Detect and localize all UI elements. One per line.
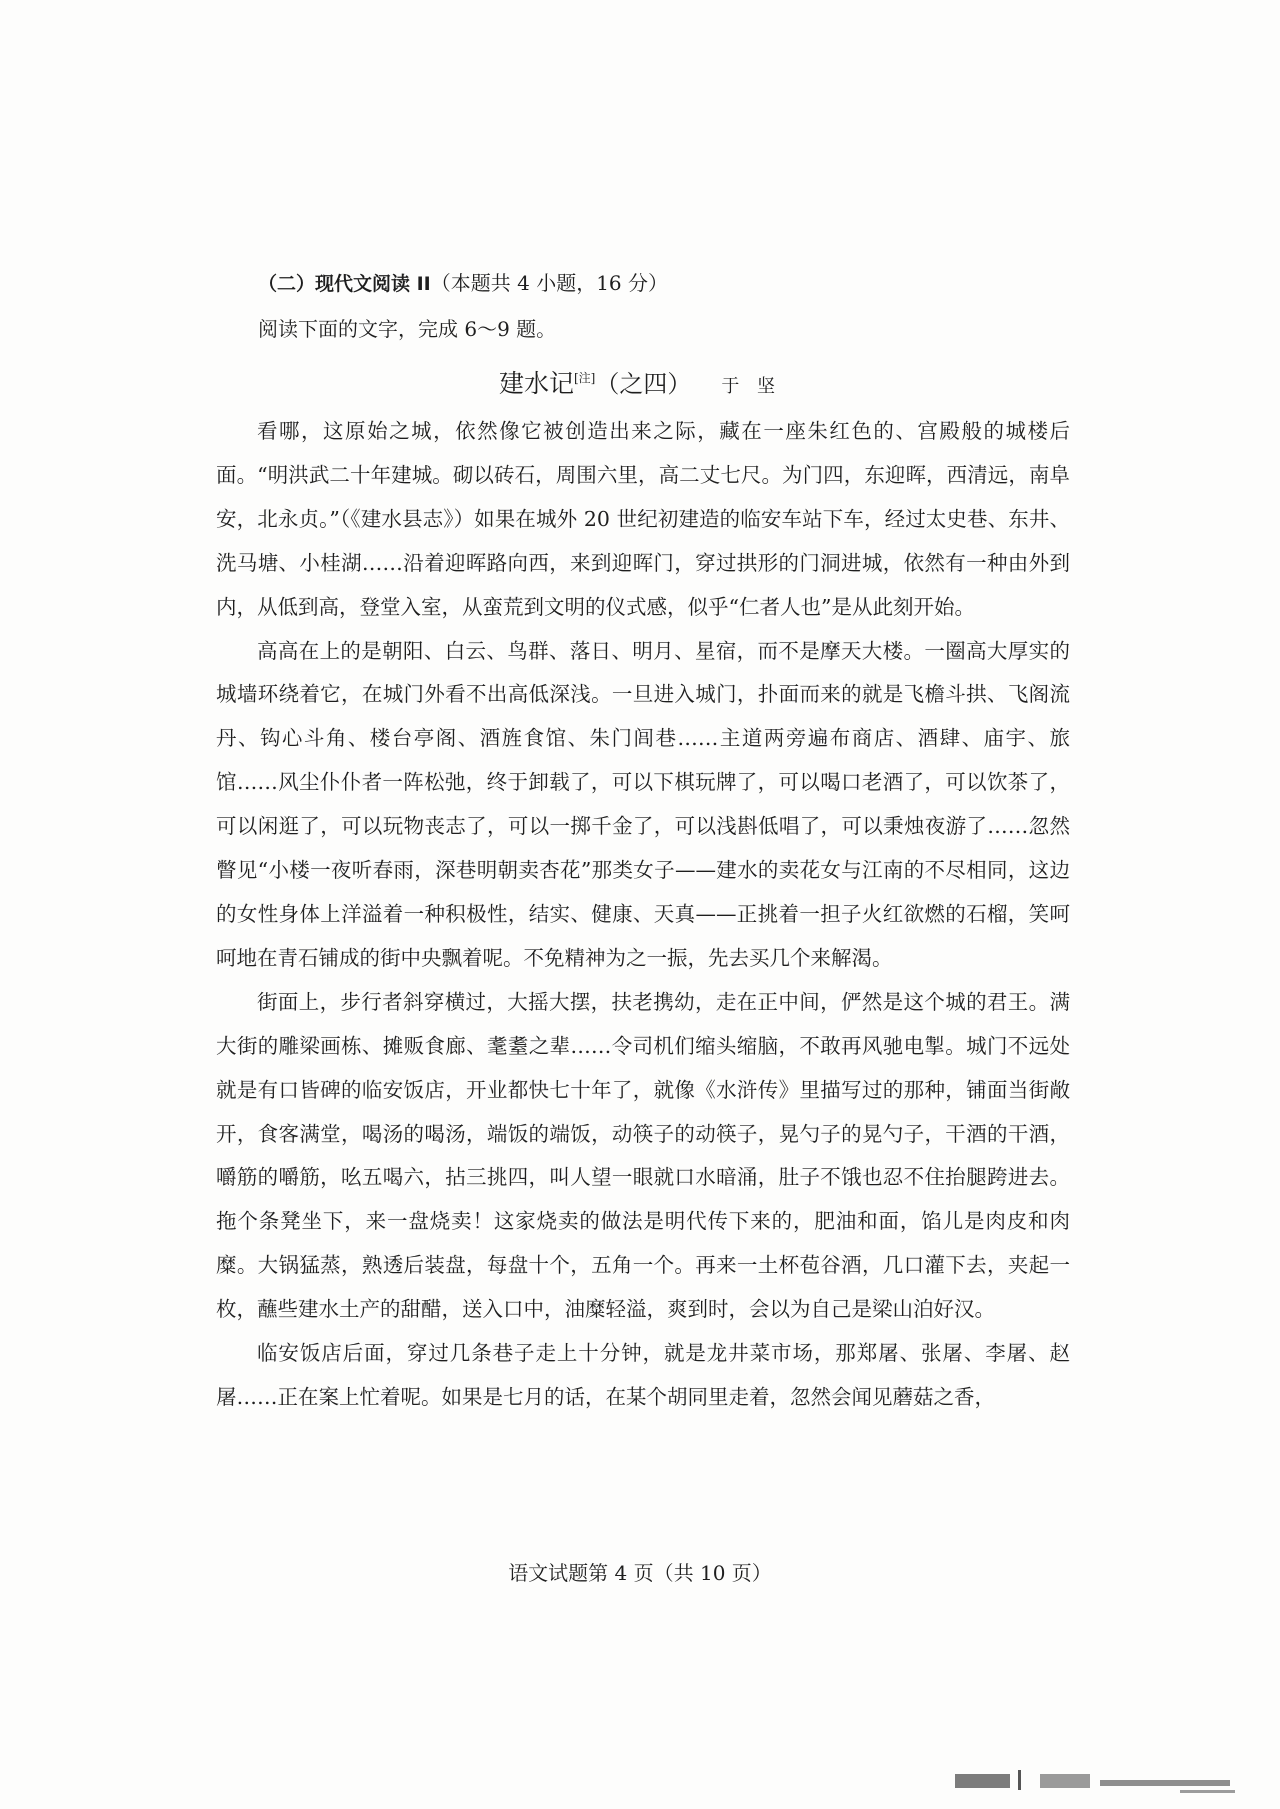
paragraph: 临安饭店后面，穿过几条巷子走上十分钟，就是龙井菜市场，那郑屠、张屠、李屠、赵屠……正在案上忙着呢。如果是七月的话，在某个胡同里走着，忽然会闻见蘑菇之香， [216, 1341, 1070, 1409]
scan-artifact-mark [1180, 1790, 1235, 1793]
section-heading [258, 268, 668, 299]
scan-artifact-mark [1018, 1770, 1021, 1790]
scan-artifact-mark [1040, 1774, 1090, 1788]
page-footer: 语文试题第 4 页（共 10 页） [508, 1561, 772, 1585]
paragraph: 高高在上的是朝阳、白云、鸟群、落日、明月、星宿，而不是摩天大楼。一圈高大厚实的城墙环绕着它，在城门外看不出高低深浅。一旦进入城门，扑面而来的就是飞檐斗拱、飞阁流丹、钩心斗角、楼台亭阁、酒旌食馆、朱门闾巷……主道两旁遍布商店、酒肆、庙宇、旅馆……风尘仆仆者一阵松弛，终于卸载了，可以下棋玩牌了，可以喝口老酒了，可以饮茶了，可以闲逛了，可以玩物丧志了，可以一掷千金了，可以浅斟低唱了，可以秉烛夜游了……忽然瞥见“小楼一夜听春雨，深巷明朝卖杏花”那类女子——建水的卖花女与江南的不尽相同，这边的女性身体上洋溢着一种积极性，结实、健康、天真——正挑着一担子火红欲燃的石榴，笑呵呵地在青石铺成的街中央飘着呢。不免精神为之一振，先去买几个来解渴。 [216, 638, 1070, 970]
note-mark: [注] [573, 371, 596, 385]
article-body [216, 410, 1070, 1420]
section-info: （本题共 4 小题，16 分） [430, 271, 669, 295]
article-subtitle: （之四） [595, 370, 692, 398]
article-title: 建水记 [498, 369, 574, 398]
scan-artifact-mark [1100, 1780, 1230, 1786]
paragraph: 看哪，这原始之城，依然像它被创造出来之际，藏在一座朱红色的、宫殿般的城楼后面。“明洪武二十年建城。砌以砖石，周围六里，高二丈七尺。为门四，东迎晖，西清远，南阜安，北永贞。”（《建水县志》）如果在城外 20 世纪初建造的临安车站下车，经过太史巷、东井、洗马塘、小桂湖……沿着迎晖路向西，来到迎晖门，穿过拱形的门洞进城，依然有一种由外到内，从低到高，登堂入室，从蛮荒到文明的仪式感，似乎“仁者人也”是从此刻开始。 [216, 419, 1070, 619]
article-title-line [0, 360, 1280, 405]
article-author: 于 坚 [721, 376, 782, 397]
instruction-text: 阅读下面的文字，完成 6～9 题。 [258, 317, 557, 341]
scan-artifact-mark [955, 1774, 1010, 1788]
paragraph: 街面上，步行者斜穿横过，大摇大摆，扶老携幼，走在正中间，俨然是这个城的君王。满大街的雕梁画栋、摊贩食廊、耄耋之辈……令司机们缩头缩脑，不敢再风驰电掣。城门不远处就是有口皆碑的临安饭店，开业都快七十年了，就像《水浒传》里描写过的那种，铺面当街敞开，食客满堂，喝汤的喝汤，端饭的端饭，动筷子的动筷子，晃勺子的晃勺子，干酒的干酒，嚼筋的嚼筋，吆五喝六，拈三挑四，叫人望一眼就口水暗涌，肚子不饿也忍不住抬腿跨进去。拖个条凳坐下，来一盘烧卖！这家烧卖的做法是明代传下来的，肥油和面，馅儿是肉皮和肉糜。大锅猛蒸，熟透后装盘，每盘十个，五角一个。再来一土杯苞谷酒，几口灌下去，夹起一枚，蘸些建水土产的甜醋，送入口中，油糜轻溢，爽到时，会以为自己是梁山泊好汉。 [216, 989, 1070, 1322]
section-label: （二）现代文阅读 II [258, 273, 431, 295]
